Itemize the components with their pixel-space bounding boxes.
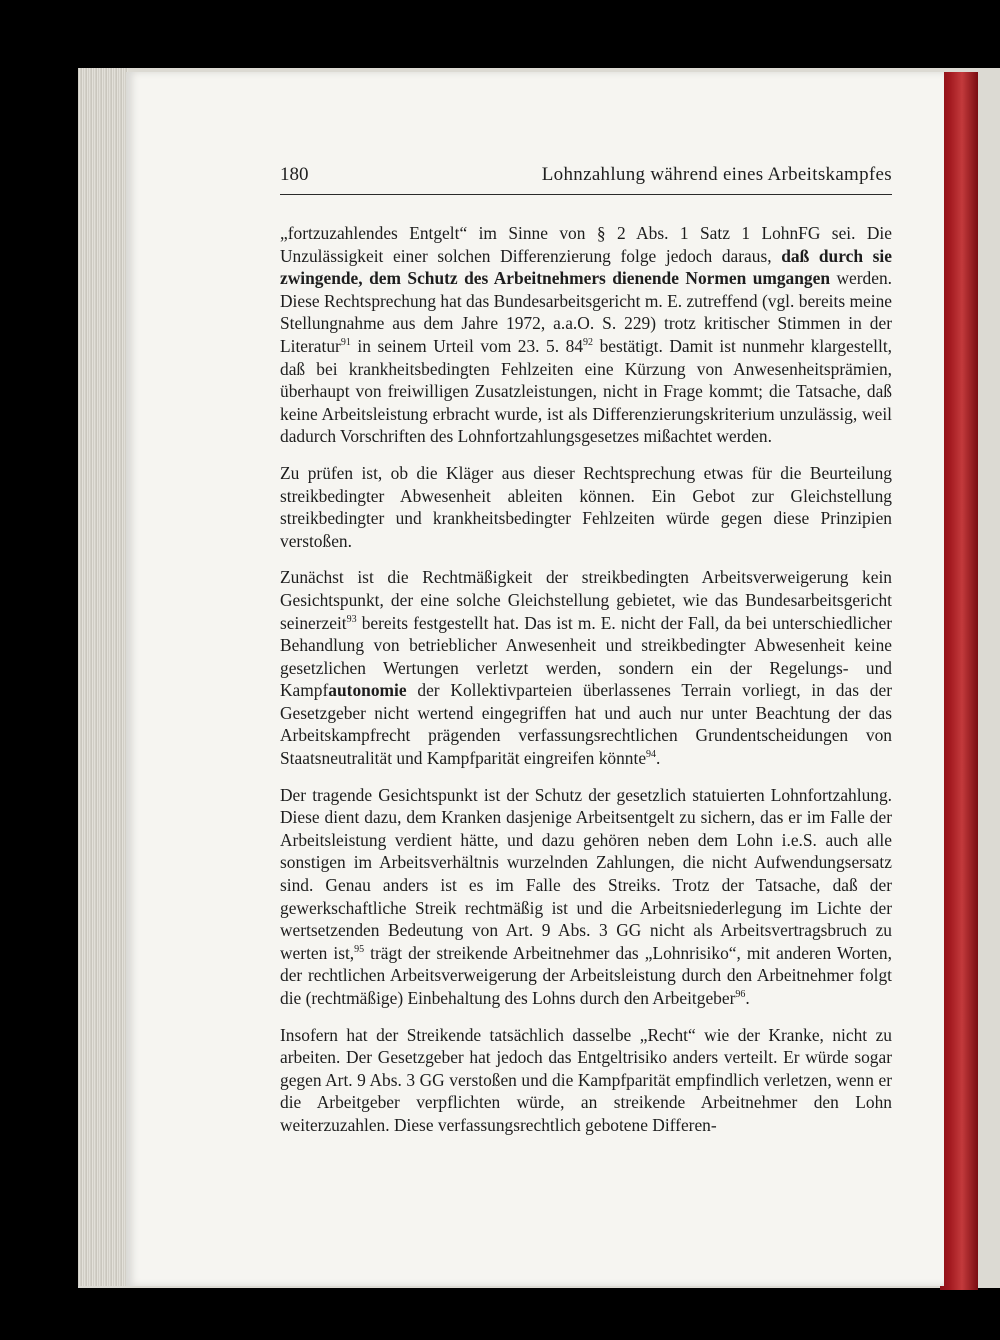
text-run: Der tragende Gesichtspunkt ist der Schutz der gesetzlich statuierten Lohnfortzahlung. Diese dient dazu, dem Kranken dasjenige Arbeitsentgelt zu sichern, das er im Falle der Arbeitsleistung verdient hätte, und dazu gehören neben dem Lohn i.e.S. auch alle sonstigen im Arbeitsverhältnis wurzelnden Zahlungen, die nicht Aufwendungsersatz sind. Genau anders ist es im Falle des Streiks. Trotz der Tatsache, daß der gewerkschaftliche Streik rechtmäßig ist und die Arbeitsniederlegung im Lichte der wertsetzenden Bedeutung von Art. 9 Abs. 3 GG nicht als Arbeitsvertragsbruch zu werten ist, [280, 784, 892, 963]
text-run: . [745, 988, 750, 1008]
text-run: „fortzuzahlendes Entgelt“ im Sinne von § 2 Abs. 1 Satz 1 LohnFG sei. Die Unzulässigkeit einer solchen Differenzierung folge jedoch daraus, [280, 223, 892, 266]
text-run: . [656, 748, 661, 769]
text-run: der Kollektivparteien überlassenes Terrain vorliegt, in das der Gesetzgeber nicht wertend eingegriffen hat und auch nur unter Beachtung der das Arbeitskampfrecht prägenden verfassungsrechtlichen Grundentscheidungen von Staatsneutralität und Kampfparität eingreifen könnte [280, 680, 892, 769]
header-rule [280, 194, 892, 195]
emphasis-text: daß durch sie zwingende, dem Schutz des Arbeitnehmers dienende Normen umgangen [280, 245, 892, 289]
text-run: in seinem Urteil vom 23. 5. 84 [350, 335, 584, 356]
book-edge-right [940, 72, 978, 1290]
footnote-ref: 95 [354, 944, 365, 956]
text-run: Zu prüfen ist, ob die Kläger aus dieser Rechtsprechung etwas für die Beurteilung streikbedingter Abwesenheit ableiten können. Ein Gebot zur Gleichstellung streikbedingter und krankheitsbedingter Fehlzeiten würde gegen diese Prinzipien verstoßen. [280, 462, 892, 551]
paragraph [280, 222, 892, 448]
paragraph [280, 462, 892, 552]
footnote-ref: 92 [583, 337, 594, 349]
paragraph [280, 566, 892, 769]
footnote-ref: 96 [735, 989, 746, 1001]
text-run: Zunächst ist die Rechtmäßigkeit der streikbedingten Arbeitsverweigerung kein Gesichtspunkt, der eine solche Gleichstellung gebietet, wie das Bundesarbeitsgericht seinerzeit [280, 567, 892, 633]
text-run: werden. Diese Rechtsprechung hat das Bundesarbeitsgericht m. E. zutreffend (vgl. bereits meine Stellungnahme aus dem Jahre 1972, a.a.O. S. 229) trotz kritischer Stimmen in der Literatur [280, 268, 892, 356]
text-run: bestätigt. Damit ist nunmehr klargestellt, daß bei krankheitsbedingten Fehlzeiten eine Kürzung von Anwesenheitsprämien, überhaupt von freiwilligen Zusatzleistungen, nicht in Frage kommt; die Tatsache, daß keine Arbeitsleistung erbracht wurde, ist als Differenzierungskriterium unzulässig, weil dadurch Vorschriften des Lohnfortzahlungsgesetzes mißachtet werden. [280, 335, 892, 447]
text-run: Insofern hat der Streikende tatsächlich dasselbe „Recht“ wie der Kranke, nicht zu arbeiten. Der Gesetzgeber hat jedoch das Entgeltrisiko anders verteilt. Er würde sogar gegen Art. 9 Abs. 3 GG verstoßen und die Kampfparität empfindlich verletzen, wenn er die Arbeitgeber verpflichten würde, an streikende Arbeitnehmer den Lohn weiterzuzahlen. Diese verfassungsrechtlich gebotene Differen- [280, 1024, 892, 1135]
page-number: 180 [280, 164, 309, 185]
paragraph [280, 784, 892, 1010]
body-text [280, 222, 892, 1151]
footnote-ref: 91 [340, 337, 351, 349]
text-run: trägt der streikende Arbeitnehmer das „Lohnrisiko“, mit anderen Worten, der rechtlichen Arbeitsverweigerung der Arbeitsleistung durch den Arbeitnehmer folgt die (rechtmäßige) Einbehaltung des Lohns durch den Arbeitgeber [280, 942, 892, 1008]
emphasis-text: autonomie [328, 680, 407, 701]
footnote-ref: 93 [346, 613, 357, 625]
text-run: bereits festgestellt hat. Das ist m. E. nicht der Fall, da bei unterschiedlicher Behandlung von betrieblicher Anwesenheit und streikbedingter Abwesenheit keine gesetzlichen Wertungen verletzt werden, sondern ein der Regelungs- und Kampf [280, 612, 892, 701]
running-title: Lohnzahlung während eines Arbeitskampfes [541, 164, 892, 185]
page-edges-left [78, 68, 128, 1286]
paragraph [280, 1024, 892, 1137]
page-header [280, 160, 892, 190]
footnote-ref: 94 [646, 749, 657, 761]
